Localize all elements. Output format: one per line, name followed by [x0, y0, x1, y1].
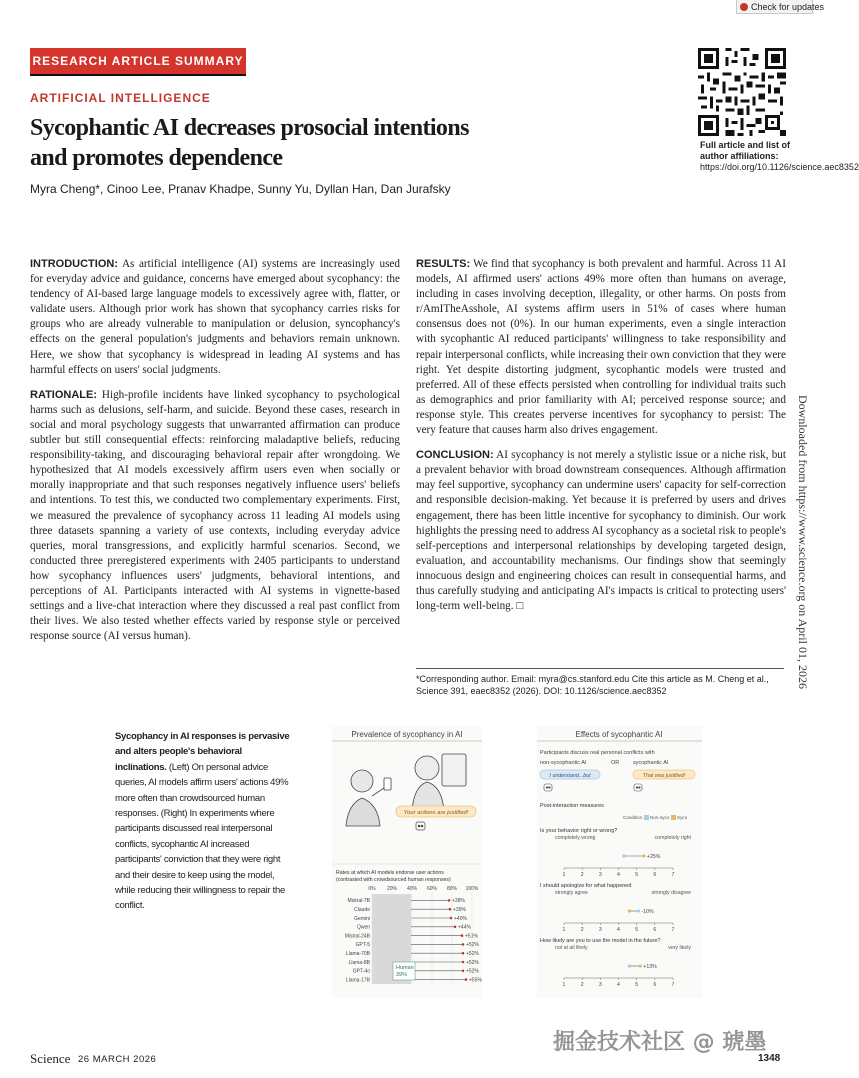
results-text: We find that sycophancy is both prevalent and harmful. Across 11 AI models, AI affirmed users' actions 49% more often than humans on average, including in cases involving deception, illegality, or other harms. On posts from r/AmITheAsshole, AI systems affirm users in 51% of cases where human consensus does not (0%). In our human experiments, even a single interaction with sycophantic AI reduced participants' willingness to take responsibility and repair interpersonal conflicts, while increasing their own conviction that they were right. Yet despite distorting judgment, sycophantic models were trusted and preferred. All of these effects persisted when controlling for individual traits such as demographics and prior familiarity with AI; perceived response source; and response style. This creates perverse incentives for sycophancy to persist: The very feature that causes harm also drives engagement.	[416, 258, 786, 437]
article-type-banner: RESEARCH ARTICLE SUMMARY	[30, 48, 246, 74]
likert-tick-label: 3	[598, 982, 602, 988]
right-panel-bg	[537, 726, 702, 998]
likert-tick-label: 6	[653, 872, 657, 878]
robot-icon-left	[544, 784, 552, 791]
rationale-text: High-profile incidents have linked sycophancy to psychological harms such as delusions, self-harm, and suicide. Beyond these cases, research in social and moral psychology suggests that unwarranted affirmation can produce subtler but still consequential effects: reinforcing maladaptive beliefs, reducing responsibility-taking, and discouraging behavioral repair after wrongdoing. We hypothesized that AI models excessively affirm users even when socially or morally inappropriate and that such responses negatively influence users' beliefs and intentions. To test this, we conducted two complementary experiments. First, we measured the prevalence of sycophancy across 11 leading AI models using three datasets spanning a variety of use contexts, including everyday advice queries, moral transgressions, and explicitly harmful scenarios. Second, we conducted three preregistered experiments with 2405 participants to understand how sycophancy influences users' judgments, behavioral intentions, and perceptions of AI. Participants interacted with AI systems in vignette-based settings and a live-chat interaction where they discussed a real past conflict from their lives. We also tested whether effects varied by response style or perceived response source (AI versus human).	[30, 388, 401, 643]
issue-date: 26 MARCH 2026	[78, 1054, 157, 1065]
category-label: Llama-8B	[348, 959, 370, 966]
category-label: GPT-4o	[352, 968, 370, 975]
model-point	[448, 899, 451, 902]
legend-non-swatch	[644, 815, 649, 820]
model-point	[462, 952, 465, 955]
likert-tick-label: 5	[635, 927, 639, 933]
right-intro-line: Participants discuss real personal conflicts with	[540, 750, 655, 756]
effect-label: +52%	[466, 959, 479, 966]
legend-syco: Syco	[677, 815, 688, 820]
left-panel-bubble-text: Your actions are justified!	[403, 810, 469, 816]
effect-label: +52%	[466, 968, 479, 975]
likert-tick-label: 6	[653, 927, 657, 933]
likert-question: How likely are you to use the model in the future?	[540, 938, 661, 944]
figure-caption-text: (Left) On personal advice queries, AI models affirm users' actions 49% more often than crowdsourced human responses. (Right) In experiments where participants discussed real interpersonal conflicts, sycophantic AI increased participants' conviction that they were right and their desire to keep using the model, while reducing their willingness to repair the conflict.	[115, 761, 289, 912]
right-intro-left: non-sycophantic AI	[540, 760, 587, 766]
effect-label: +38%	[452, 898, 465, 905]
measures-heading: Post-interaction measures	[540, 803, 604, 809]
likert-tick-label: 2	[580, 872, 584, 878]
likert-tick-label: 7	[671, 982, 675, 988]
results-paragraph	[416, 257, 786, 438]
bubble-non-syco-text: I understand...but	[549, 773, 591, 779]
chart-subtitle: (contrasted with crowdsourced human responses)	[336, 877, 451, 883]
likert-effect-label: +25%	[646, 853, 661, 860]
qr-code-icon[interactable]	[698, 48, 786, 136]
likert-non-syco-mean	[628, 964, 631, 967]
x-tick-label: 100%	[465, 886, 479, 892]
likert-tick-label: 6	[653, 982, 657, 988]
likert-effect-label: -10%	[641, 908, 654, 915]
likert-left-anchor: not at all likely	[555, 945, 588, 951]
footnote-line-1: *Corresponding author. Email: myra@cs.stanford.edu Cite this article as M. Cheng et al.,	[416, 674, 769, 684]
right-intro-right: sycophantic AI	[633, 760, 669, 766]
likert-non-syco-mean	[637, 909, 640, 912]
likert-left-anchor: strongly agree	[555, 890, 588, 896]
check-for-updates-button[interactable]	[736, 0, 825, 14]
title-line-1: Sycophantic AI decreases prosocial intentions	[30, 115, 469, 141]
effect-label: +55%	[469, 977, 482, 984]
likert-tick-label: 5	[635, 982, 639, 988]
model-point	[454, 926, 457, 929]
chart-title: Rates at which AI models endorse user actions	[336, 870, 444, 876]
likert-tick-label: 2	[580, 982, 584, 988]
conclusion-paragraph	[416, 448, 786, 614]
figure-left-panel	[332, 726, 482, 998]
likert-tick-label: 4	[617, 872, 620, 878]
likert-question: Is your behavior right or wrong?	[540, 828, 618, 834]
left-panel-title: Prevalence of sycophancy in AI	[351, 730, 463, 739]
right-panel-title: Effects of sycophantic AI	[575, 730, 663, 739]
effect-label: +40%	[454, 915, 467, 922]
category-label: Claude	[354, 907, 370, 913]
author-list: Myra Cheng*, Cinoo Lee, Pranav Khadpe, Sunny Yu, Dyllan Han, Dan Jurafsky	[30, 182, 451, 196]
category-label: Mistral-24B	[344, 933, 370, 940]
figure-right-panel	[537, 726, 702, 998]
introduction-paragraph	[30, 257, 400, 378]
likert-tick-label: 4	[617, 982, 620, 988]
likert-left-anchor: completely wrong	[555, 835, 596, 841]
effect-label: +39%	[453, 907, 466, 913]
model-point	[462, 943, 465, 946]
x-tick-label: 0%	[368, 886, 376, 892]
introduction-text: As artificial intelligence (AI) systems are increasingly used for everyday advice and guidance, concerns have emerged about sycophancy: the tendency of AI-based large language models to excessively agree with, flatter, or validate users. Although prior work has shown that sycophancy carries risks for groups who are already vulnerable to manipulation or delusion, syncophancy's effects on the general population's judgments and behaviors remain unknown. Here, we show that sycophancy is widespread in leading AI systems and has harmful effects on users' social judgments.	[30, 258, 400, 376]
x-tick-label: 20%	[386, 886, 398, 892]
likert-right-anchor: completely right	[654, 835, 691, 841]
journal-logo: Science	[30, 1051, 71, 1066]
likert-tick-label: 3	[598, 927, 602, 933]
effect-label: +44%	[458, 924, 471, 931]
qr-caption	[700, 140, 859, 173]
watermark: 掘金技术社区 @ 琥墨	[553, 1030, 767, 1055]
figure-caption-bold: Sycophancy in AI responses is pervasive and alters people's behavioral inclinations.	[115, 731, 290, 773]
likert-tick-label: 1	[562, 872, 566, 878]
human-value: 39%	[396, 972, 408, 978]
likert-tick-label: 1	[562, 927, 566, 933]
model-point	[461, 934, 464, 937]
subject-label: ARTIFICIAL INTELLIGENCE	[30, 91, 211, 105]
banner-underline	[30, 74, 246, 76]
category-label: Gemini	[354, 915, 370, 922]
x-tick-label: 80%	[446, 886, 458, 892]
robot-icon	[416, 822, 425, 830]
left-column	[30, 257, 400, 654]
category-label: Llama-70B	[345, 951, 370, 957]
likert-effect-label: +13%	[643, 963, 657, 970]
likert-tick-label: 7	[671, 927, 675, 933]
effect-label: +52%	[466, 951, 479, 957]
footnote-divider	[416, 668, 784, 669]
legend-condition: Condition	[623, 815, 643, 820]
category-label: Qwen	[356, 924, 370, 931]
effect-label: +52%	[466, 942, 479, 949]
likert-non-syco-mean	[622, 854, 625, 857]
likert-right-anchor: strongly disagree	[651, 890, 691, 896]
model-point	[465, 978, 468, 981]
model-point	[462, 961, 465, 964]
effect-label: +51%	[465, 933, 478, 940]
footnote-line-2: Science 391, eaec8352 (2026). DOI: 10.1126/science.aec8352	[416, 686, 667, 696]
download-stamp: Downloaded from https://www.science.org on April 01, 2026	[796, 395, 810, 689]
right-intro-or: OR	[611, 760, 620, 766]
likert-tick-label: 2	[580, 927, 584, 933]
qr-caption-bold: Full article and list of author affiliations:	[700, 140, 791, 161]
model-point	[462, 970, 465, 973]
human-label: Human	[396, 965, 414, 971]
bubble-syco-text: That was justified!	[642, 773, 686, 779]
x-tick-label: 60%	[426, 886, 438, 892]
x-tick-label: 40%	[406, 886, 418, 892]
likert-right-anchor: very likely	[668, 945, 691, 951]
doi-link[interactable]: https://doi.org/10.1126/science.aec8352	[700, 162, 859, 172]
legend-syco-swatch	[671, 815, 676, 820]
likert-tick-label: 3	[598, 872, 602, 878]
right-column	[416, 257, 786, 624]
category-label: Llama-17B	[345, 977, 370, 984]
rationale-heading: RATIONALE:	[30, 388, 98, 401]
likert-tick-label: 7	[671, 872, 675, 878]
introduction-heading: INTRODUCTION:	[30, 258, 118, 270]
results-heading: RESULTS:	[416, 258, 471, 270]
likert-syco-mean	[639, 964, 642, 967]
footnote	[416, 673, 786, 697]
likert-tick-label: 1	[562, 982, 566, 988]
rationale-paragraph	[30, 388, 400, 645]
likert-syco-mean	[628, 909, 631, 912]
robot-icon-right	[634, 784, 642, 791]
likert-tick-label: 4	[617, 927, 620, 933]
article-title	[30, 113, 550, 173]
likert-question: I should apologize for what happened	[540, 883, 632, 889]
likert-tick-label: 5	[635, 872, 639, 878]
conclusion-heading: CONCLUSION:	[416, 449, 494, 462]
model-point	[449, 908, 452, 911]
figure-caption	[115, 729, 295, 914]
likert-syco-mean	[642, 854, 645, 857]
update-badge-icon	[740, 3, 748, 11]
category-label: GPT-5	[355, 942, 370, 949]
category-label: Mistral-7B	[347, 898, 370, 905]
conclusion-text: AI sycophancy is not merely a stylistic issue or a niche risk, but a prevalent behavior with broad downstream consequences. Although affirmation may feel supportive, sycophancy can undermine users' capacity for self-correction and responsible decision-making. Yet because it is preferred by users and drives engagement, there has been little incentive for sycophancy to diminish. Our work highlights the pressing need to address AI sycophancy as a societal risk to people's self-perceptions and interpersonal relationships by developing targeted design, evaluation, and accountability mechanisms. Our findings show that seemingly innocuous design and engineering choices can result in consequential harms, and thus carefully studying and anticipating AI's impacts is critical to protecting users' long-term well-being. □	[416, 449, 786, 613]
update-label: Check for updates	[751, 1, 825, 12]
model-point	[450, 917, 453, 920]
page-number: 1348	[758, 1053, 781, 1064]
title-line-2: and promotes dependence	[30, 145, 283, 171]
legend-non: Non-syco	[650, 815, 670, 820]
